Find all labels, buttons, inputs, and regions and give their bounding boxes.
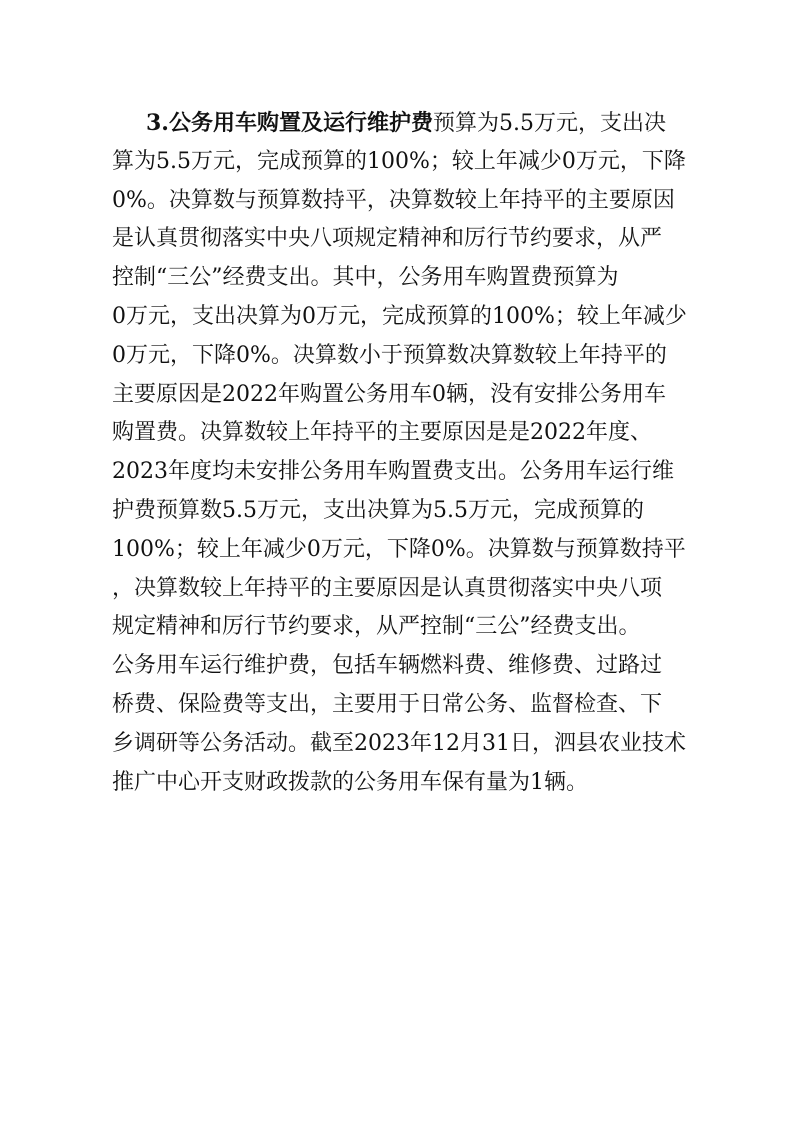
paragraph-line: 0万元，支出决算为0万元，完成预算的100%；较上年减少 [112,303,687,329]
paragraph-line: 控制“三公”经费支出。其中，公务用车购置费预算为 [112,265,619,291]
body-paragraph [112,104,688,802]
paragraph-line [112,104,688,143]
paragraph-line: 规定精神和厉行节约要求，从严控制“三公”经费支出。 [112,614,641,640]
paragraph-line: 0%。决算数与预算数持平，决算数较上年持平的主要原因 [112,187,675,213]
paragraph-line: ，决算数较上年持平的主要原因是认真贯彻落实中央八项 [112,575,663,601]
paragraph-line: 护费预算数5.5万元，支出决算为5.5万元，完成预算的 [112,497,644,523]
paragraph-line: 推广中心开支财政拨款的公务用车保有量为1辆。 [112,769,588,795]
paragraph-line: 公务用车运行维护费，包括车辆燃料费、维修费、过路过 [112,653,663,679]
paragraph-line: 0万元，下降0%。决算数小于预算数决算数较上年持平的 [112,342,667,368]
paragraph-line: 2023年度均未安排公务用车购置费支出。公务用车运行维 [112,459,674,485]
paragraph-line: 主要原因是2022年购置公务用车0辆，没有安排公务用车 [112,381,666,407]
paragraph-line: 桥费、保险费等支出，主要用于日常公务、监督检查、下 [112,691,663,717]
section-heading: 3.公务用车购置及运行维护费 [146,110,433,136]
paragraph-line: 是认真贯彻落实中央八项规定精神和厉行节约要求，从严 [112,226,663,252]
paragraph-line: 购置费。决算数较上年持平的主要原因是是2022年度、 [112,420,652,446]
paragraph-line: 乡调研等公务活动。截至2023年12月31日，泗县农业技术 [112,730,686,756]
paragraph-line-text: 预算为5.5万元，支出决 [432,111,666,136]
paragraph-line: 算为5.5万元，完成预算的100%；较上年减少0万元，下降 [112,148,686,174]
paragraph-line: 100%；较上年减少0万元，下降0%。决算数与预算数持平 [112,536,686,562]
